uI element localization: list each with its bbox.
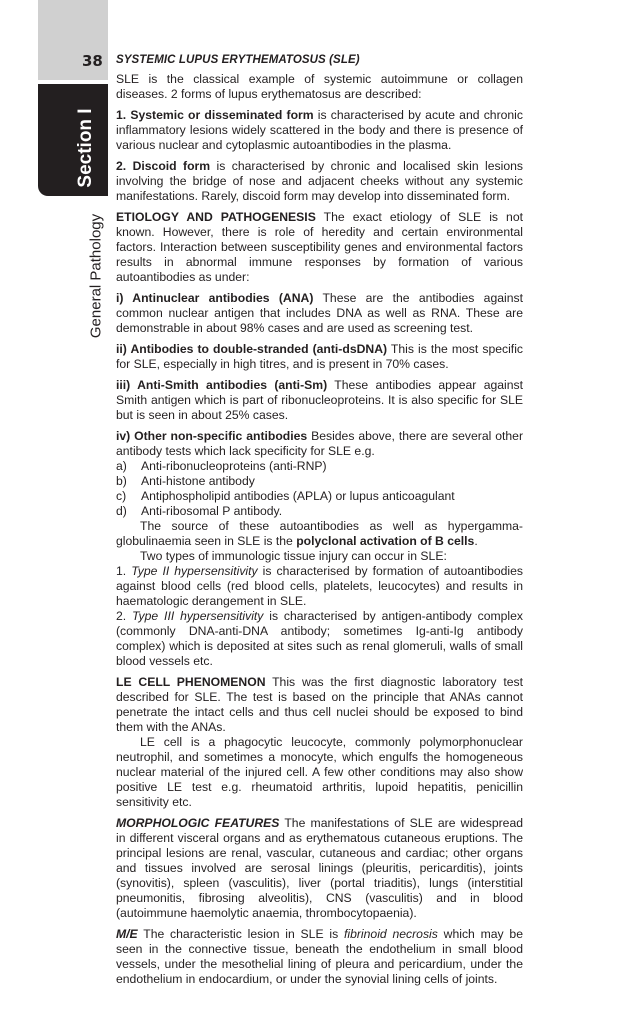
- ana-paragraph: [116, 291, 523, 336]
- type2-paragraph: 1. Type II hypersensitivity is characterised by formation of autoantibodies against blood cells (red blood cells, platelets, leucocytes) and results in haematologic derangement in SLE.: [116, 564, 524, 608]
- side-label: General Pathology: [87, 213, 105, 339]
- dsdna-heading: ii) Antibodies to double-stranded (anti-dsDNA): [116, 342, 388, 356]
- fibrinoid-necrosis-term: fibrinoid necrosis: [344, 927, 438, 941]
- le-cell-heading: LE CELL PHENOMENON: [116, 675, 266, 689]
- list-item: a) Anti-ribonucleoproteins (anti-RNP): [116, 459, 327, 473]
- smith-text: These antibodies appear against Smith antigen which is part of ribonucleoproteins. It is also specific for SLE but is seen in about 25% cases.: [116, 378, 523, 422]
- le-cell-description: LE cell is a phagocytic leucocyte, commonly polymorphonuclear neutrophil, and sometimes a monocyte, which engulfs the homogeneous nuclear material of the injured cell. A few other conditions may also show positive LE test e.g. rheumatoid arthritis, lupoid hepatitis, penicillin sensitivity etc.: [116, 735, 523, 809]
- section-tab: [38, 84, 108, 196]
- type3-paragraph: 2. Type III hypersensitivity is characterised by antigen-antibody complex (commonly DNA-anti-DNA antibody; sometimes Ig-anti-Ig antibody complex) which is deposited at sites such as renal glomeruli, walls of small blood vessels etc.: [116, 609, 523, 668]
- form1-heading: 1. Systemic or disseminated form: [116, 108, 314, 122]
- body-text: [116, 72, 523, 993]
- form1-text: is characterised by acute and chronic inflammatory lesions widely scattered in the body and there is presence of various nuclear and cytoplasmic autoantibodies in the plasma.: [116, 108, 523, 152]
- page-number: 38: [82, 52, 103, 70]
- type3-term: Type III hypersensitivity: [132, 609, 264, 623]
- nonspecific-paragraph: [116, 429, 523, 459]
- ana-heading: i) Antinuclear antibodies (ANA): [116, 291, 314, 305]
- form1-paragraph: [116, 108, 523, 153]
- list-item: b) Anti-histone antibody: [116, 474, 255, 488]
- section-tab-label: Section I: [75, 108, 96, 188]
- smith-heading: iii) Anti-Smith antibodies (anti-Sm): [116, 378, 328, 392]
- dsdna-paragraph: [116, 342, 523, 372]
- form2-paragraph: [116, 159, 523, 204]
- list-item: d) Anti-ribosomal P antibody.: [116, 504, 283, 518]
- two-types-paragraph: Two types of immunologic tissue injury can occur in SLE:: [140, 549, 447, 563]
- etiology-paragraph: [116, 210, 523, 285]
- list-item: c) Antiphospholipid antibodies (APLA) or lupus anticoagulant: [116, 489, 455, 503]
- le-cell-paragraph: LE CELL PHENOMENON This was the first diagnostic laboratory test described for SLE. The test is based on the principle that ANAs cannot penetrate the intact cells and thus cell nuclei should be exposed to bind them with the ANAs.: [116, 675, 523, 734]
- morphology-heading: MORPHOLOGIC FEATURES: [116, 816, 280, 830]
- me-paragraph: M/E The characteristic lesion in SLE is fibrinoid necrosis which may be seen in the connective tissue, beneath the endothelium in small blood vessels, under the mesothelial lining of pleura and pericardium, under the endothelium in endocardium, or under the synovial lining cells of joints.: [116, 927, 523, 986]
- polyclonal-activation-term: polyclonal activation of B cells: [296, 534, 475, 548]
- etiology-text: The exact etiology of SLE is not known. However, there is role of heredity and certain environmental factors. Interaction between susceptibility genes and environmental factors results in abnormal immune responses by formation of various autoantibodies as under:: [116, 210, 523, 284]
- ana-text: These are the antibodies against common nuclear antigen that includes DNA as well as RNA. These are demonstrable in about 98% cases and are used as screening test.: [116, 291, 523, 335]
- antibody-list: [116, 459, 523, 519]
- nonspecific-heading: iv) Other non-specific antibodies: [116, 429, 308, 443]
- running-head: SYSTEMIC LUPUS ERYTHEMATOSUS (SLE): [116, 54, 360, 66]
- smith-paragraph: [116, 378, 523, 423]
- etiology-heading: ETIOLOGY AND PATHOGENESIS: [116, 210, 316, 224]
- intro-paragraph: SLE is the classical example of systemic autoimmune or collagen diseases. 2 forms of lupus erythematosus are described:: [116, 72, 523, 101]
- morphology-paragraph: MORPHOLOGIC FEATURES The manifestations of SLE are widespread in different visceral organs and as erythematous cutaneous eruptions. The principal lesions are renal, vascular, cutaneous and cardiac; other organs and tissues involved are serosal linings (pleuritis, pericarditis), joints (synovitis), spleen (vasculitis), liver (portal triaditis), lungs (interstitial pneumonitis, fibrosing alveolitis), CNS (vasculitis) and in blood (autoimmune haemolytic anaemia, thrombocytopaenia).: [116, 816, 523, 920]
- nonspecific-text: Besides above, there are several other antibody tests which lack specificity for SLE e.g.: [116, 429, 524, 458]
- me-heading: M/E: [116, 927, 138, 941]
- form2-text: is characterised by chronic and localised skin lesions involving the bridge of nose and adjacent cheeks without any systemic manifestations. Rarely, discoid form may develop into disseminated form.: [116, 159, 523, 203]
- type2-term: Type II hypersensitivity: [131, 564, 258, 578]
- form2-heading: 2. Discoid form: [116, 159, 211, 173]
- source-paragraph: The source of these autoantibodies as well as hypergamma-globulinaemia seen in SLE is the polyclonal activation of B cells.: [116, 519, 523, 548]
- dsdna-text: This is the most specific for SLE, especially in high titres, and is present in 70% cases.: [116, 342, 523, 371]
